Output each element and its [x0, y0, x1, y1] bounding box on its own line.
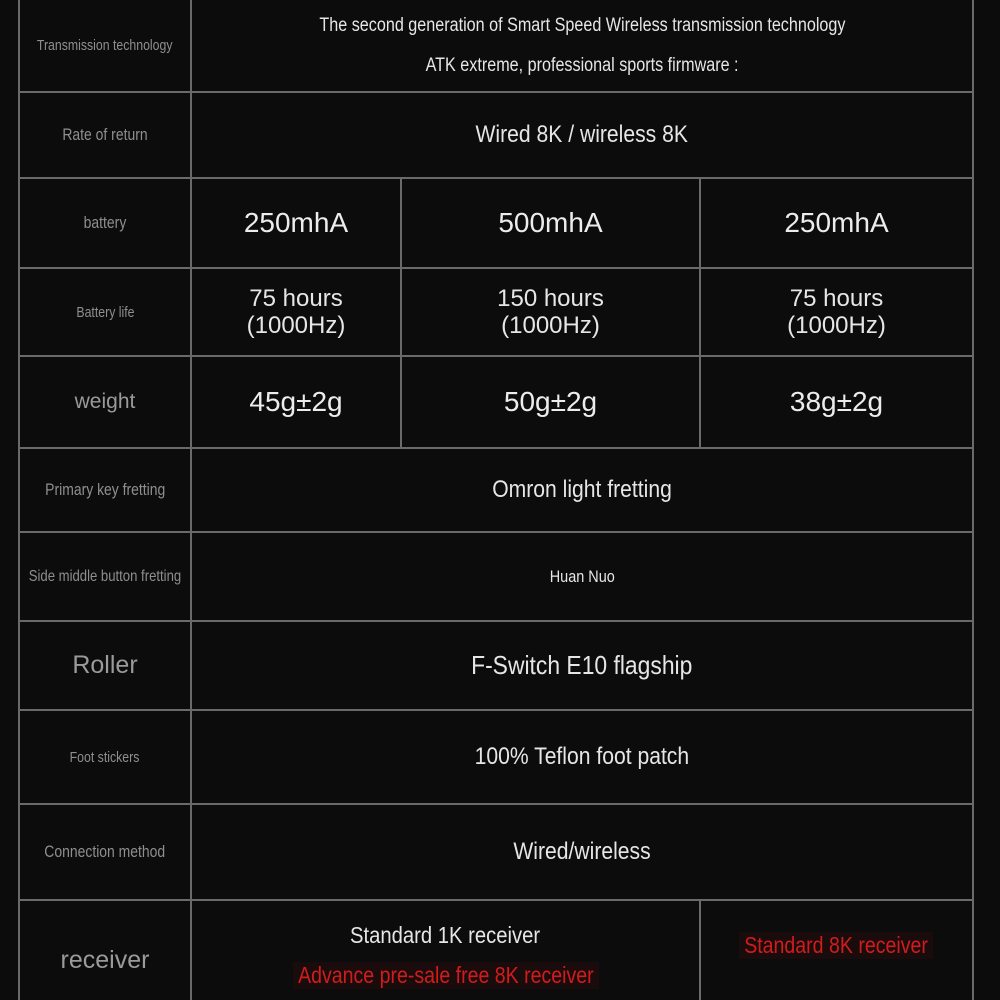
- transmission-line-1: The second generation of Smart Speed Wireless transmission technology: [318, 14, 846, 36]
- battery-value: 250mhA: [243, 207, 349, 238]
- receiver-label: receiver: [60, 946, 150, 974]
- value-cell: [192, 901, 699, 1000]
- foot-value: 100% Teflon foot patch: [474, 743, 690, 770]
- value-cell: [192, 357, 400, 447]
- side-button-value: Huan Nuo: [549, 566, 615, 586]
- value-cell: [192, 93, 972, 177]
- battery-value: 250mhA: [784, 207, 889, 238]
- battery-life-hours: 150 hours: [497, 285, 604, 312]
- label-cell: [20, 711, 190, 803]
- label-cell: [20, 449, 190, 531]
- label-cell: [20, 357, 190, 447]
- weight-value: 45g±2g: [249, 386, 343, 417]
- label-cell: [20, 622, 190, 709]
- value-cell: [701, 179, 972, 267]
- battery-life-rate: (1000Hz): [501, 312, 600, 339]
- label-cell: [20, 269, 190, 355]
- connection-value: Wired/wireless: [513, 838, 651, 865]
- weight-value: 38g±2g: [789, 386, 884, 417]
- value-cell: [192, 622, 972, 709]
- value-cell: [701, 357, 972, 447]
- value-cell: [192, 533, 972, 620]
- roller-value: F-Switch E10 flagship: [471, 650, 693, 680]
- label-cell: [20, 93, 190, 177]
- connection-label: Connection method: [44, 842, 166, 861]
- receiver-standard-8k: Standard 8K receiver: [740, 932, 934, 959]
- value-cell: [192, 711, 972, 803]
- battery-life-rate: (1000Hz): [787, 312, 886, 339]
- value-cell: [402, 269, 699, 355]
- value-cell: [192, 179, 400, 267]
- primary-key-label: Primary key fretting: [44, 480, 166, 499]
- label-cell: [20, 179, 190, 267]
- weight-value: 50g±2g: [503, 386, 598, 417]
- transmission-label: Transmission technology: [37, 37, 173, 54]
- value-cell: [192, 805, 972, 899]
- value-cell: [192, 449, 972, 531]
- battery-life-hours: 75 hours: [789, 285, 884, 312]
- label-cell: [20, 533, 190, 620]
- return-rate-label: Rate of return: [62, 125, 148, 144]
- battery-life-rate: (1000Hz): [246, 312, 346, 339]
- foot-label: Foot stickers: [70, 748, 140, 766]
- value-cell: [192, 0, 972, 91]
- battery-value: 500mhA: [498, 207, 603, 238]
- side-button-label: Side middle button fretting: [28, 567, 182, 585]
- transmission-line-2: ATK extreme, professional sports firmware :: [425, 54, 739, 76]
- receiver-standard-1k: Standard 1K receiver: [350, 921, 541, 948]
- return-rate-value: Wired 8K / wireless 8K: [475, 121, 689, 148]
- primary-key-value: Omron light fretting: [492, 476, 672, 503]
- column-divider: [972, 0, 974, 1000]
- value-cell: [192, 269, 400, 355]
- value-cell: [701, 269, 972, 355]
- label-cell: [20, 0, 190, 91]
- weight-label: weight: [74, 390, 136, 413]
- battery-life-hours: 75 hours: [249, 285, 343, 312]
- roller-label: Roller: [72, 651, 138, 679]
- battery-label: battery: [83, 213, 127, 232]
- value-cell: [402, 357, 699, 447]
- receiver-advance-offer: Advance pre-sale free 8K receiver: [293, 962, 599, 989]
- label-cell: [20, 805, 190, 899]
- value-cell: [402, 179, 699, 267]
- value-cell: [701, 901, 972, 1000]
- battery-life-label: Battery life: [75, 303, 135, 321]
- label-cell: [20, 901, 190, 1000]
